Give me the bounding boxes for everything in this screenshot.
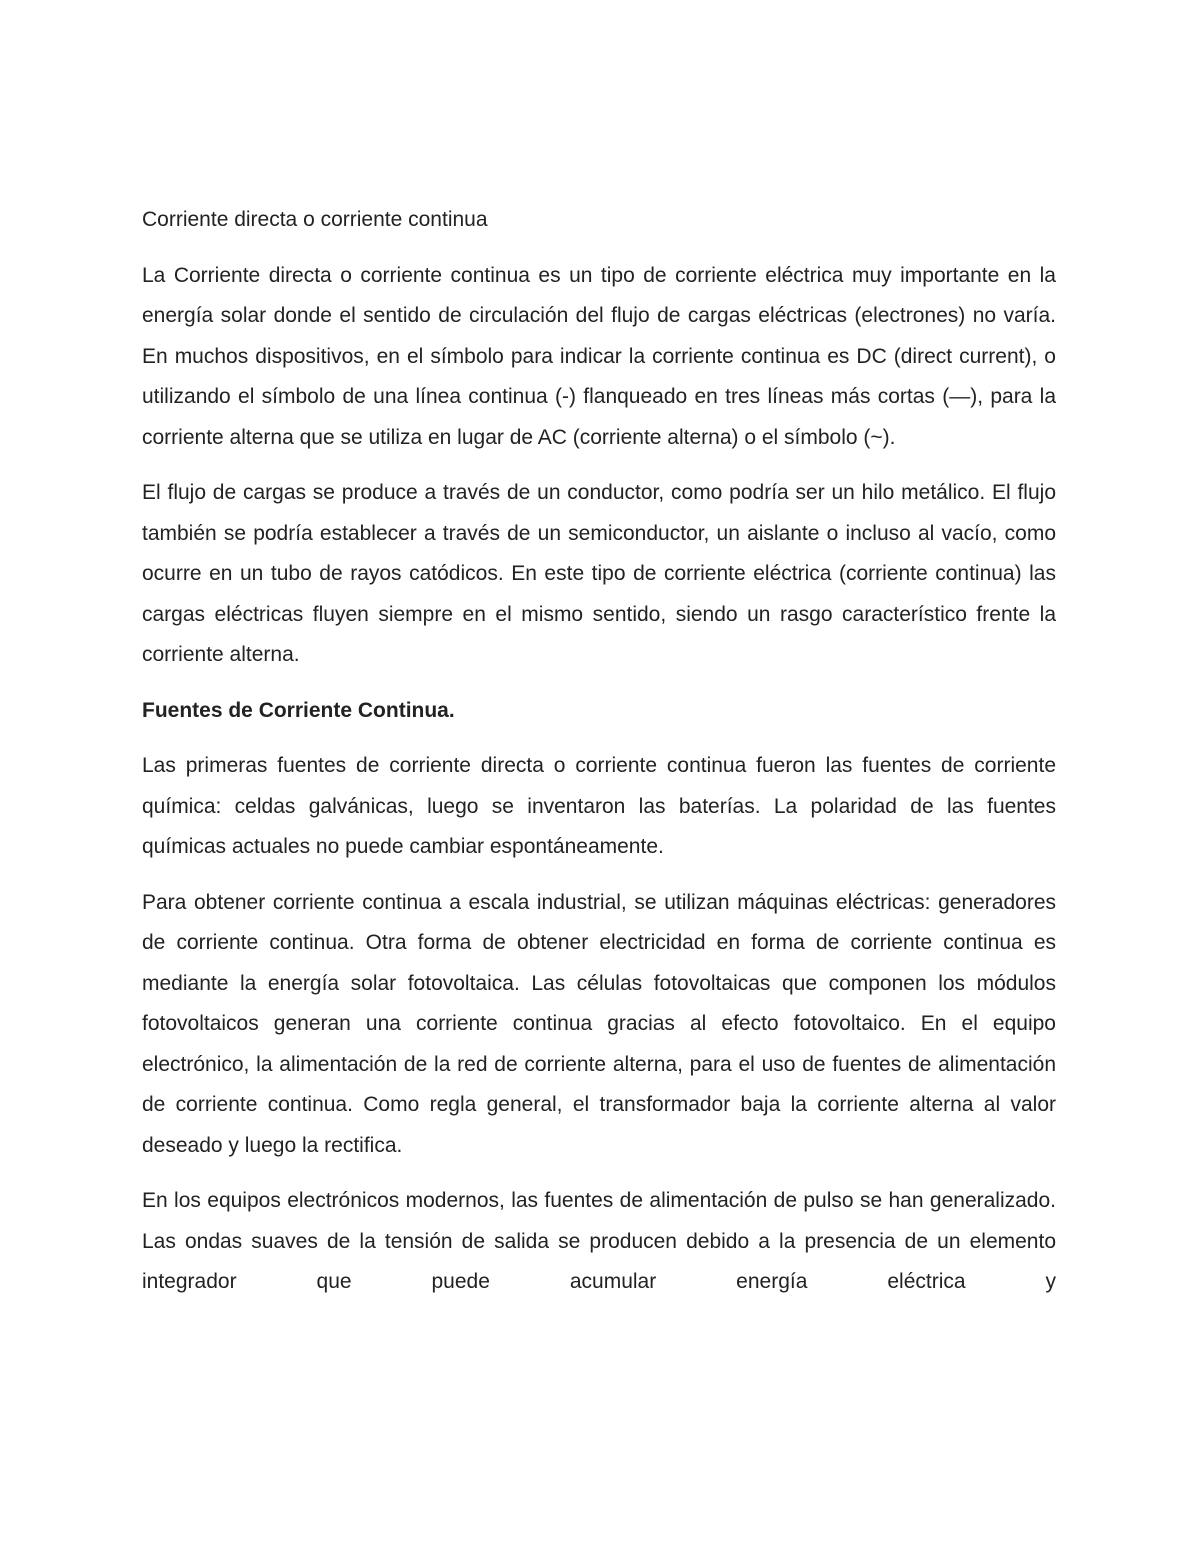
section-heading: Fuentes de Corriente Continua. [142,698,455,722]
paragraph-flow: El flujo de cargas se produce a través de un conductor, como podría ser un hilo metálico. El flujo también se podría establecer a través de un semiconductor, un aislante o incluso al vacío, como ocurre en un tubo de rayos catódicos. En este tipo de corriente eléctrica (corriente continua) las cargas eléctricas fluyen siempre en el mismo sentido, siendo un rasgo característico frente la corriente alterna. [142,481,1056,666]
paragraph-industrial: Para obtener corriente continua a escala industrial, se utilizan máquinas eléctricas: generadores de corriente continua. Otra forma de obtener electricidad en forma de corriente continua es mediante la energía solar fotovoltaica. Las células fotovoltaicas que componen los módulos fotovoltaicos generan una corriente continua gracias al efecto fotovoltaico. En el equipo electrónico, la alimentación de la red de corriente alterna, para el uso de fuentes de alimentación de corriente continua. Como regla general, el transformador baja la corriente alterna al valor deseado y luego la rectifica. [142,890,1056,1157]
paragraph-sources: Las primeras fuentes de corriente directa o corriente continua fueron las fuentes de corriente química: celdas galvánicas, luego se inventaron las baterías. La polaridad de las fuentes químicas actuales no puede cambiar espontáneamente. [142,754,1056,858]
paragraph-modern: En los equipos electrónicos modernos, las fuentes de alimentación de pulso se han generalizado. Las ondas suaves de la tensión de salida se producen debido a la presencia de un elemento integrador que puede acumular energía eléctrica y [142,1189,1056,1293]
document-body [142,200,1056,1303]
document-title: Corriente directa o corriente continua [142,208,488,231]
paragraph-intro: La Corriente directa o corriente continua es un tipo de corriente eléctrica muy importante en la energía solar donde el sentido de circulación del flujo de cargas eléctricas (electrones) no varía. En muchos dispositivos, en el símbolo para indicar la corriente continua es DC (direct current), o utilizando el símbolo de una línea continua (-) flanqueado en tres líneas más cortas (—), para la corriente alterna que se utiliza en lugar de AC (corriente alterna) o el símbolo (~). [142,263,1056,449]
